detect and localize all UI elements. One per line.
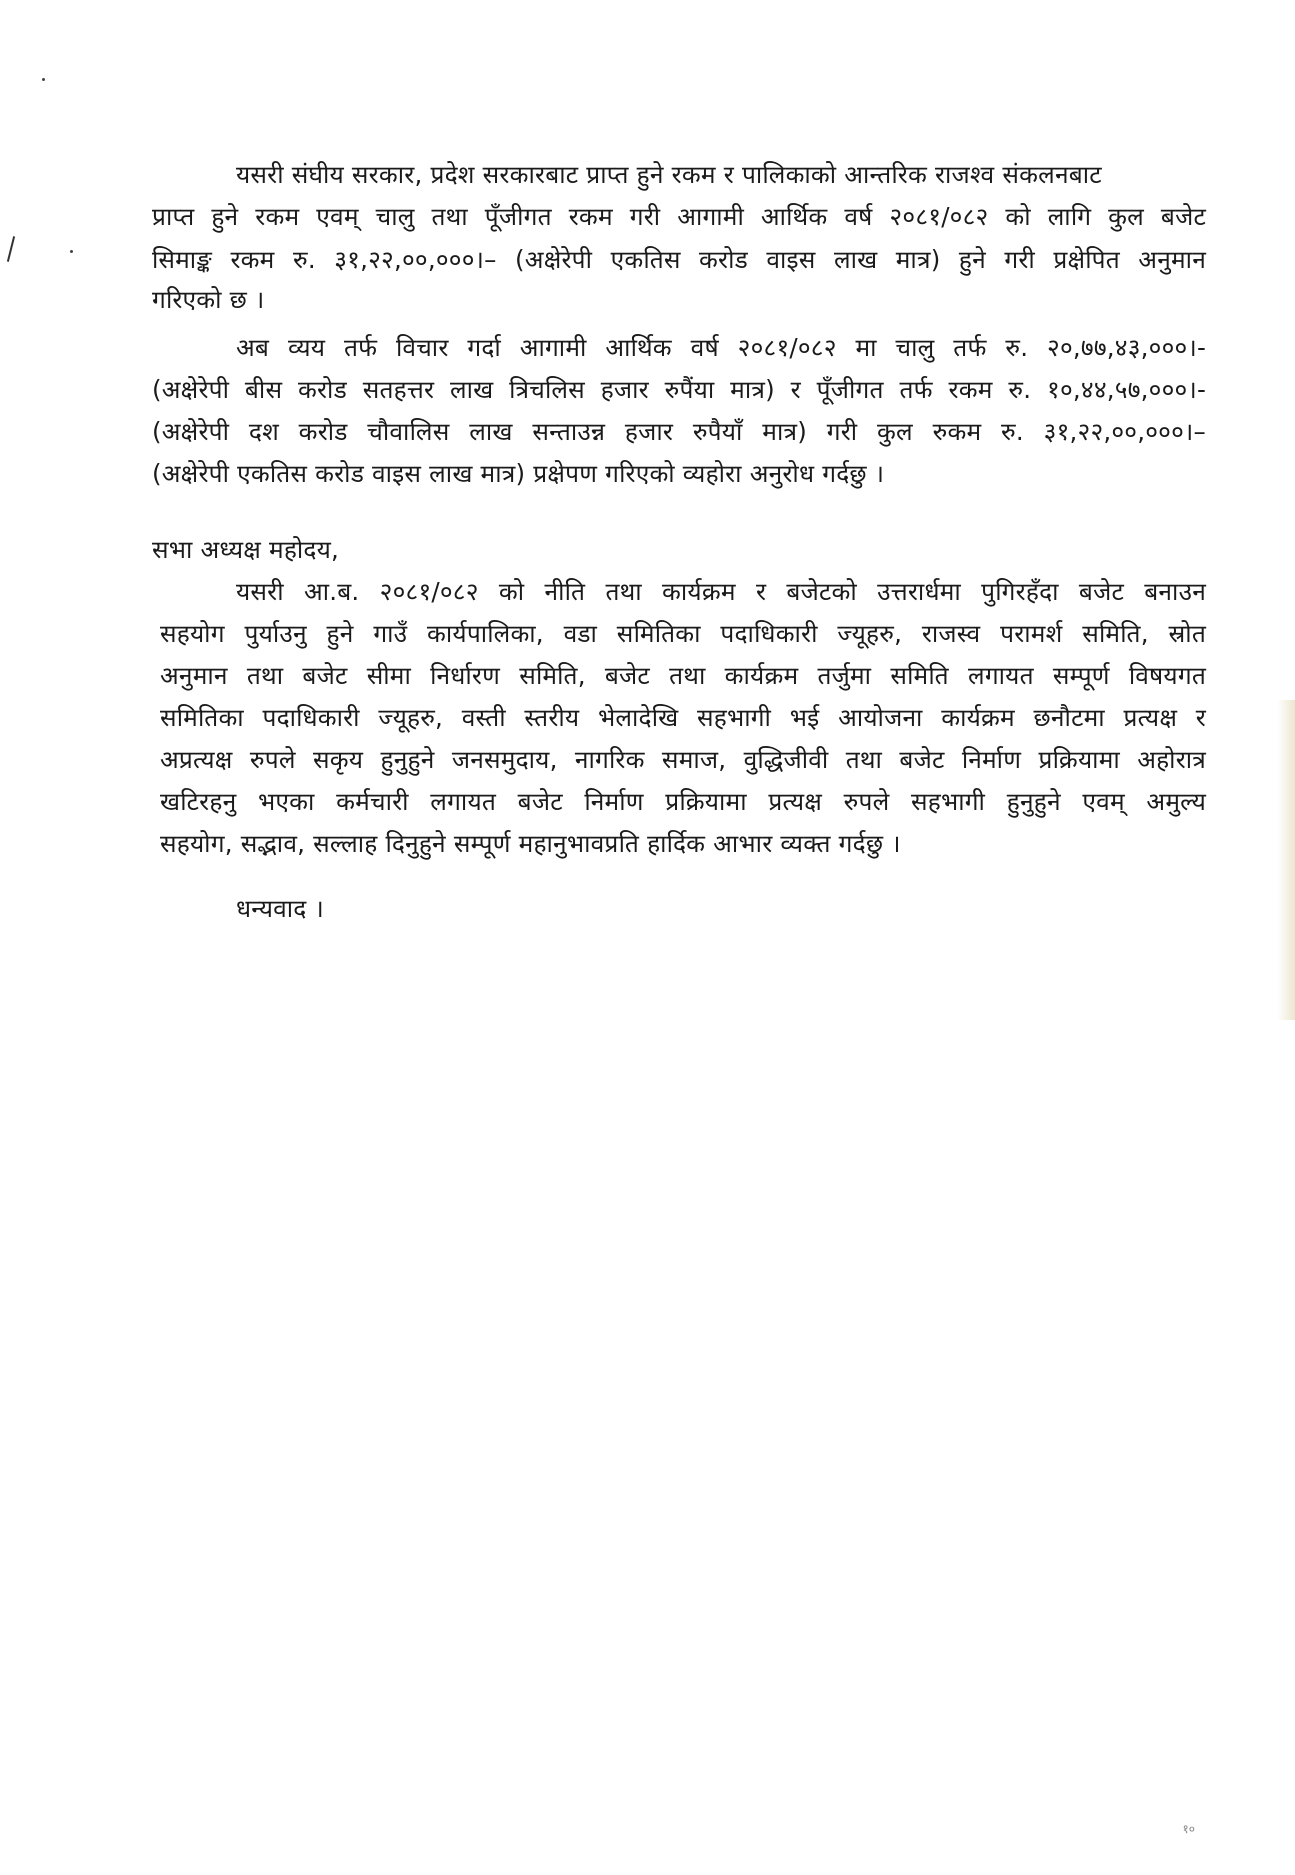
paragraph-2-line-1: अब व्यय तर्फ विचार गर्दा आगामी आर्थिक वर्ष २०८१/०८२ मा चालु तर्फ रु. २०,७७,४३,०००।- bbox=[236, 333, 1206, 362]
paragraph-2-line-3: (अक्षेरेपी दश करोड चौवालिस लाख सन्ताउन्न हजार रुपैयाँ मात्र) गरी कुल रुकम रु. ३१,२२,००,०००।– bbox=[152, 417, 1206, 446]
page-number: १० bbox=[1182, 1822, 1195, 1836]
paragraph-3-line-4: समितिका पदाधिकारी ज्यूहरु, वस्ती स्तरीय भेलादेखि सहभागी भई आयोजना कार्यक्रम छनौटमा प्रत्यक्ष र bbox=[160, 703, 1206, 732]
paragraph-3-line-3: अनुमान तथा बजेट सीमा निर्धारण समिति, बजेट तथा कार्यक्रम तर्जुमा समिति लगायत सम्पूर्ण विषयगत bbox=[160, 661, 1206, 690]
paragraph-3-line-2: सहयोग पुर्याउनु हुने गाउँ कार्यपालिका, वडा समितिका पदाधिकारी ज्यूहरु, राजस्व परामर्श समिति, स्रोत bbox=[160, 619, 1206, 648]
paragraph-1-line-3: सिमाङ्क रकम रु. ३१,२२,००,०००।– (अक्षेरेपी एकतिस करोड वाइस लाख मात्र) हुने गरी प्रक्षेपित अनुमान bbox=[152, 245, 1206, 274]
paragraph-2-line-2: (अक्षेरेपी बीस करोड सतहत्तर लाख त्रिचलिस हजार रुपैंया मात्र) र पूँजीगत तर्फ रकम रु. १०,४४,५७,०००।- bbox=[152, 375, 1206, 404]
margin-mark bbox=[7, 236, 15, 262]
paragraph-1-line-2: प्राप्त हुने रकम एवम् चालु तथा पूँजीगत रकम गरी आगामी आर्थिक वर्ष २०८१/०८२ को लागि कुल बजेट bbox=[152, 202, 1206, 231]
paragraph-3-line-7: सहयोग, सद्भाव, सल्लाह दिनुहुने सम्पूर्ण महानुभावप्रति हार्दिक आभार व्यक्त गर्दछु । bbox=[160, 829, 901, 858]
paragraph-3-line-5: अप्रत्यक्ष रुपले सकृय हुनुहुने जनसमुदाय, नागरिक समाज, वुद्धिजीवी तथा बजेट निर्माण प्रक्रियामा अहोरात्र bbox=[160, 745, 1206, 774]
closing-thanks: धन्यवाद । bbox=[236, 894, 324, 923]
paragraph-3-line-1: यसरी आ.ब. २०८१/०८२ को नीति तथा कार्यक्रम र बजेटको उत्तरार्धमा पुगिरहँदा बजेट बनाउन bbox=[236, 577, 1206, 606]
scan-speck bbox=[42, 78, 45, 81]
scan-speck bbox=[70, 250, 73, 253]
paragraph-1-line-1: यसरी संघीय सरकार, प्रदेश सरकारबाट प्राप्त हुने रकम र पालिकाको आन्तरिक राजश्व संकलनबाट bbox=[236, 160, 1102, 189]
scan-edge-shadow bbox=[1277, 700, 1295, 1020]
salutation: सभा अध्यक्ष महोदय, bbox=[152, 535, 340, 564]
paragraph-1-line-4: गरिएको छ । bbox=[152, 285, 265, 314]
paragraph-3-line-6: खटिरहनु भएका कर्मचारी लगायत बजेट निर्माण प्रक्रियामा प्रत्यक्ष रुपले सहभागी हुनुहुने एवम् अमुल्य bbox=[160, 787, 1206, 816]
paragraph-2-line-4: (अक्षेरेपी एकतिस करोड वाइस लाख मात्र) प्रक्षेपण गरिएको व्यहोरा अनुरोध गर्दछु । bbox=[152, 459, 885, 488]
